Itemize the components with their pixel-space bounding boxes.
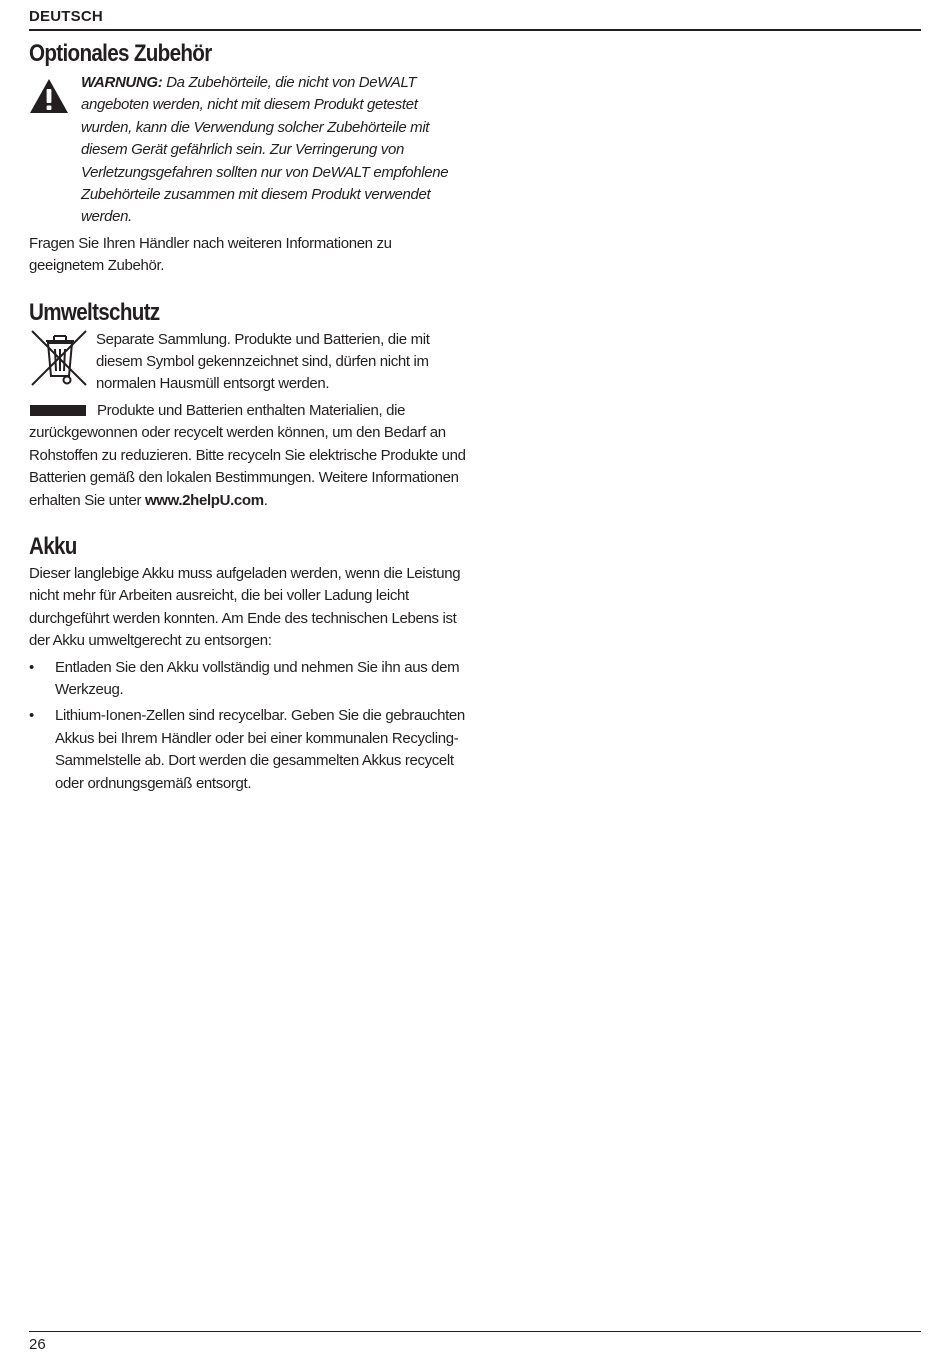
header-language: DEUTSCH (29, 8, 103, 25)
list-item (29, 705, 469, 795)
section-title-battery: Akku (29, 532, 77, 560)
section-title-accessories: Optionales Zubehör (29, 40, 212, 67)
battery-bullet-list (29, 657, 469, 795)
header-rule (29, 29, 921, 31)
black-bar-icon (30, 405, 86, 416)
battery-intro: Dieser langlebige Akku muss aufgeladen werden, wenn die Leistung nicht mehr für Arbeiten ausreicht, die bei voller Ladung leicht durchgeführt werden konnten. Am Ende des technischen Lebens ist der Akku umweltgerecht zu entsorgen: (29, 564, 461, 650)
bullet-icon: • (29, 707, 34, 725)
recycle-paragraph (29, 400, 469, 512)
warning-triangle-icon (29, 72, 81, 229)
recycle-text: Produkte und Batterien enthalten Materialien, die zurückgewonnen oder recycelt werden können, um den Bedarf an Rohstoffen zu reduzieren. Bitte recyceln Sie elektrische Produkte und Batterien gemäß den lokalen Bestimmungen. Weitere Informationen erhalten Sie unter (29, 401, 466, 509)
warning-text-block (81, 72, 469, 229)
section-environment (29, 297, 469, 512)
url-suffix: . (263, 491, 268, 509)
section-battery (29, 531, 469, 795)
section-accessories (29, 38, 469, 278)
list-item-text: Lithium-Ionen-Zellen sind recycelbar. Geben Sie die gebrauchten Akkus bei Ihrem Händler oder bei einer kommunalen Recycling-Sammelstelle ab. Dort werden die gesammelten Akkus recycelt oder ordnungsgemäß entsorgt. (55, 707, 465, 792)
weee-block (29, 329, 469, 396)
list-item-text: Entladen Sie den Akku vollständig und nehmen Sie ihn aus dem Werkzeug. (55, 658, 460, 698)
accessories-paragraph: Fragen Sie Ihren Händler nach weiteren Informationen zu geeignetem Zubehör. (29, 234, 392, 275)
page-number: 26 (29, 1336, 46, 1353)
warning-text: Da Zubehörteile, die nicht von DeWALT angeboten werden, nicht mit diesem Produkt getestet wurden, kann die Verwendung solcher Zubehörteile mit diesem Gerät gefährlich sein. Zur Verringerung von Verletzungsgefahren sollten nur von DeWALT empfohlene Zubehörteile zusammen mit diesem Produkt verwendet werden. (81, 74, 449, 226)
separate-collection-text: Separate Sammlung. Produkte und Batterien, die mit diesem Symbol gekennzeichnet sind, dürfen nicht im normalen Hausmüll entsorgt werden. (96, 330, 430, 393)
warning-label: WARNUNG: (81, 74, 163, 91)
content-column (29, 38, 469, 799)
section-title-environment: Umweltschutz (29, 298, 160, 326)
footer-rule (29, 1331, 921, 1332)
list-item (29, 657, 469, 702)
website-link[interactable]: www.2helpU.com (144, 491, 264, 509)
crossed-out-wheelie-bin-icon (29, 329, 96, 396)
bullet-icon: • (29, 658, 34, 676)
warning-block (29, 72, 469, 229)
